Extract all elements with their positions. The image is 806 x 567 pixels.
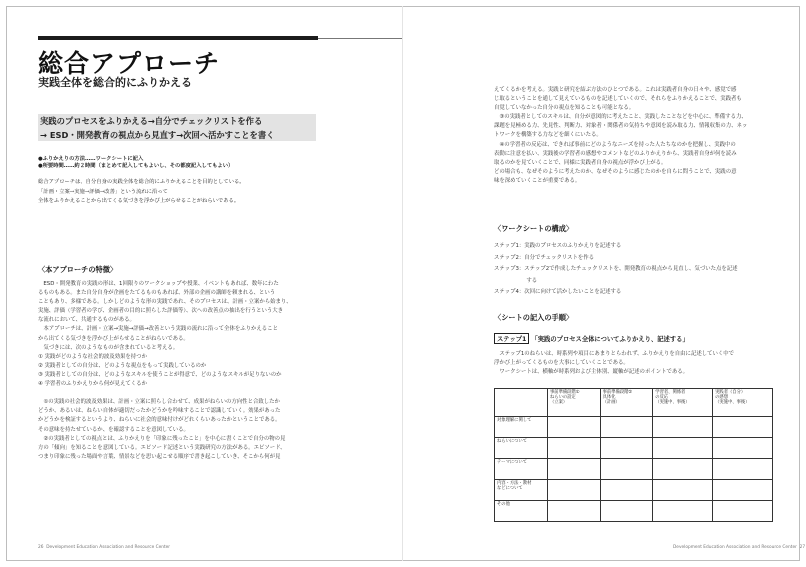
intro-line: 「計画・立案→実施→評価→改善」という流れに沿って [38,188,168,195]
bracket-open-icon: 〈 [38,265,46,274]
table-cell[interactable] [548,459,601,480]
text-line: 気づきには、次のようなものが含まれていると考える。 [38,344,179,351]
text-line: 実施、評価（学習者の学び、企画者の目的に照らした評価等）、次への改善点の抽出を行うという大き [38,308,284,315]
table-cell[interactable] [653,480,713,501]
text-line: 取るのかを見ていくことで、同様に実践者自身の視点が浮かび上がる。 [494,159,667,166]
table-cell[interactable] [653,501,713,522]
text-line: どうか、あるいは、ねらい自体が適切だったかどうかを吟味することで認識していく。効果があった [38,408,281,415]
table-cell[interactable] [548,417,601,438]
table-header-cell: 事前準備段階② 具体化 （計画） [600,389,653,417]
row-label: その他 [495,501,548,522]
section-heading-features: 〈本アプローチの特徴〉 [38,265,118,274]
method-info [38,156,233,171]
table-cell[interactable] [548,438,601,459]
table-row [495,438,773,459]
table-header-cell: 事前準備段階① ねらいの設定 （立案） [548,389,601,417]
table-row [495,501,773,522]
step1-label: ステップ1 [494,333,529,344]
step-item: ステップ4：次回に向けて活かしたいことを記述する [494,289,622,295]
list-item: ④ 学習者のふりかえりから何が見えてくるか [38,381,147,388]
table-cell[interactable] [713,459,773,480]
footer-org: Development Education Association and Resource Center [46,545,171,550]
table-cell[interactable] [713,501,773,522]
table-cell[interactable] [548,480,601,501]
title-bar [38,36,318,40]
table-cell[interactable] [600,501,653,522]
text-line: 表動に注意を払い、実践後の学習者の感想やコメントなどのふりかえりから、実践者自身が何を読み [494,150,737,157]
step1-heading [494,333,689,344]
bracket-close-icon: 〉 [565,224,574,233]
text-line: ④の学習者の反応は、できれば事前にどのようなニーズを持った人たちなのかを把握し、実践中の [494,141,736,148]
bracket-open-icon: 〈 [494,313,502,322]
right-footer [673,545,805,550]
step1-title: 「実践のプロセス全体についてふりかえり、記述する」 [531,336,689,343]
page-title: 総合アプローチ [38,49,221,78]
text-line: じ取るということを通して見えているものを記述していくので、それらをふりかえることで、実践者も [494,96,742,103]
text-line: えてくるかを考える。実践と研究を結ぶ方法のひとつである。これは実践者自身の日々や、感覚で感 [494,87,737,93]
text-line: ③の実践者としてのスキルは、自分が意図的に考えたこと、実践したことなどを中心に、準備する力、 [494,114,747,121]
text-line: ワークシートは、横軸が時系列および主体別、縦軸が記述のポイントである。 [494,369,689,376]
table-cell[interactable] [713,480,773,501]
text-line: 浮かび上がってくるものを大事にしていくことである。 [494,360,629,367]
step-item: ステップ2：自分でチェックリストを作る [494,254,595,261]
text-line: ②の実践者としての視点とは、ふりかえりを「印象に残ったこと」を中心に書くことで自分の物の見 [38,435,286,442]
text-line: ①の実践の社会的波及効果は、計画・立案に照らし合わせて、成果がねらいの方向性と合致したか [38,399,280,406]
row-label: テーマについて [495,459,548,480]
page-subtitle: 実践全体を総合的にふりかえる [38,76,192,89]
text-line: どの場合も、なぜそのように考えたのか、なぜそのように感じたのかを自らに問うことで、実践の意 [494,168,737,175]
step-item: ステップ3：ステップ2で作成したチェックリストを、開発教育の視点から見直し、気づいた点を記述 [494,266,738,272]
text-line: ESD・開発教育の実践の形は、1回限りのワークショップや授業、イベントもあれば、数年にわた [38,281,279,287]
summary-line: 実践のプロセスをふりかえる→自分でチェックリストを作る [40,116,263,126]
continued-body [494,86,747,186]
row-label: ねらいについて [495,438,548,459]
table-header-cell [495,389,548,417]
text-line: ステップ1のねらいは、時系列や項目にあまりとらわれず、ふりかえりを自由に記述していく中で [494,351,735,357]
title-rule [318,38,402,39]
table-cell[interactable] [713,417,773,438]
table-row [495,480,773,501]
table-cell[interactable] [653,417,713,438]
text-line: るものもある。また自分自身が企画をたてるものもあれば、外部の企画の講師を頼まれる、という [38,290,276,297]
page-number: 26 [38,545,44,550]
table-cell[interactable] [653,459,713,480]
row-label: 対象理解に関して [495,417,548,438]
table-cell[interactable] [548,501,601,522]
table-cell[interactable] [653,438,713,459]
text-line: つまり印象に残った場面や言葉、情景などを思い起こせる順序で書き起こしていき、そこから何が見 [38,453,281,460]
table-header-row [495,389,773,417]
text-line: 味を深めていくことが重要である。 [494,177,581,184]
step1-body [494,350,734,377]
method-line: ●ふりかえりの方法……ワークシートに記入 [38,156,144,162]
text-line: 本アプローチは、計画・立案→実施→評価→改善という実践の流れに沿って全体をふりかえること [38,326,278,333]
text-line: かどうかを検証するというより、ねらいに社会的意味付けがどれくらいあったかということである。 [38,417,281,424]
text-line: 方の「傾向」を知ることを意図している。エピソード記述という実践研究の方法がある。エピソード、 [38,444,286,451]
table-header-cell: 学習者、関係者 の反応 （実施中、事後） [653,389,713,417]
row-label: 内容・方法・教材 などについて [495,480,548,501]
intro-line: 全体をふりかえることから出てくる気づきを浮かび上がらせることがねらいである。 [38,198,240,205]
steps-list [494,241,738,299]
table-cell[interactable] [713,438,773,459]
table-cell[interactable] [600,480,653,501]
page-gutter [402,6,403,561]
bracket-close-icon: 〉 [109,265,118,274]
worksheet-table [494,388,773,522]
table-cell[interactable] [600,459,653,480]
summary-box [38,114,316,141]
text-line: その意味を持たせているか、を確認することを意図している。 [38,426,189,433]
intro-text [38,178,245,207]
table-cell[interactable] [600,417,653,438]
bracket-close-icon: 〉 [565,313,574,322]
footer-org: Development Education Association and Resource Center [673,545,797,550]
blank-line [38,389,292,398]
intro-line: 総合アプローチは、自分自身の実践全体を総合的にふりかえることを目的としている。 [38,179,245,185]
step-item: ステップ1：実践のプロセスのふりかえりを記述する [494,243,622,249]
text-line: な流れにおいて、共通するものがある。 [38,317,135,324]
text-line: 課題を見極める力、先見性、判断力、対象者・関係者の気持ちや意図を読み取る力、情報収集の力、ネッ [494,123,748,130]
text-line: トワークを構築する力などを細くにいたる。 [494,132,602,139]
bracket-open-icon: 〈 [494,224,502,233]
table-row [495,417,773,438]
page-number: 27 [799,545,806,550]
text-line: から出てくる気づきを浮かび上がらせることがねらいである。 [38,335,189,342]
list-item: ② 実践者としての自分は、どのような視点をもって実践しているのか [38,362,207,369]
section-heading-worksheet: 〈ワークシートの構成〉 [494,224,574,233]
step-item: する [494,277,538,284]
summary-line: → ESD・開発教育の視点から見直す→次回へ活かすことを書く [40,129,275,140]
text-line: 自覚していなかった自分の視点を知ることも可能となる。 [494,105,635,112]
features-body [38,280,292,462]
duration-line: ●所要時間……約２時間（まとめて記入してもよいし、その都度記入してもよい） [38,163,234,170]
table-cell[interactable] [600,438,653,459]
text-line: こともあり、多様である。しかしどのような形の実践であれ、そのプロセスは、計画・立案から始まり、 [38,299,292,306]
list-item: ③ 実践者としての自分は、どのようなスキルを使うことが得意で、どのようなスキルが足りないのか [38,371,282,378]
left-footer [38,545,170,550]
section-heading-procedure: 〈シートの記入の手順〉 [494,313,574,322]
list-item: ① 実践がどのような社会的波及効果を持つか [38,353,147,360]
table-header-cell: 実践者（自分） の感想 （実施中、事後） [713,389,773,417]
table-row [495,459,773,480]
